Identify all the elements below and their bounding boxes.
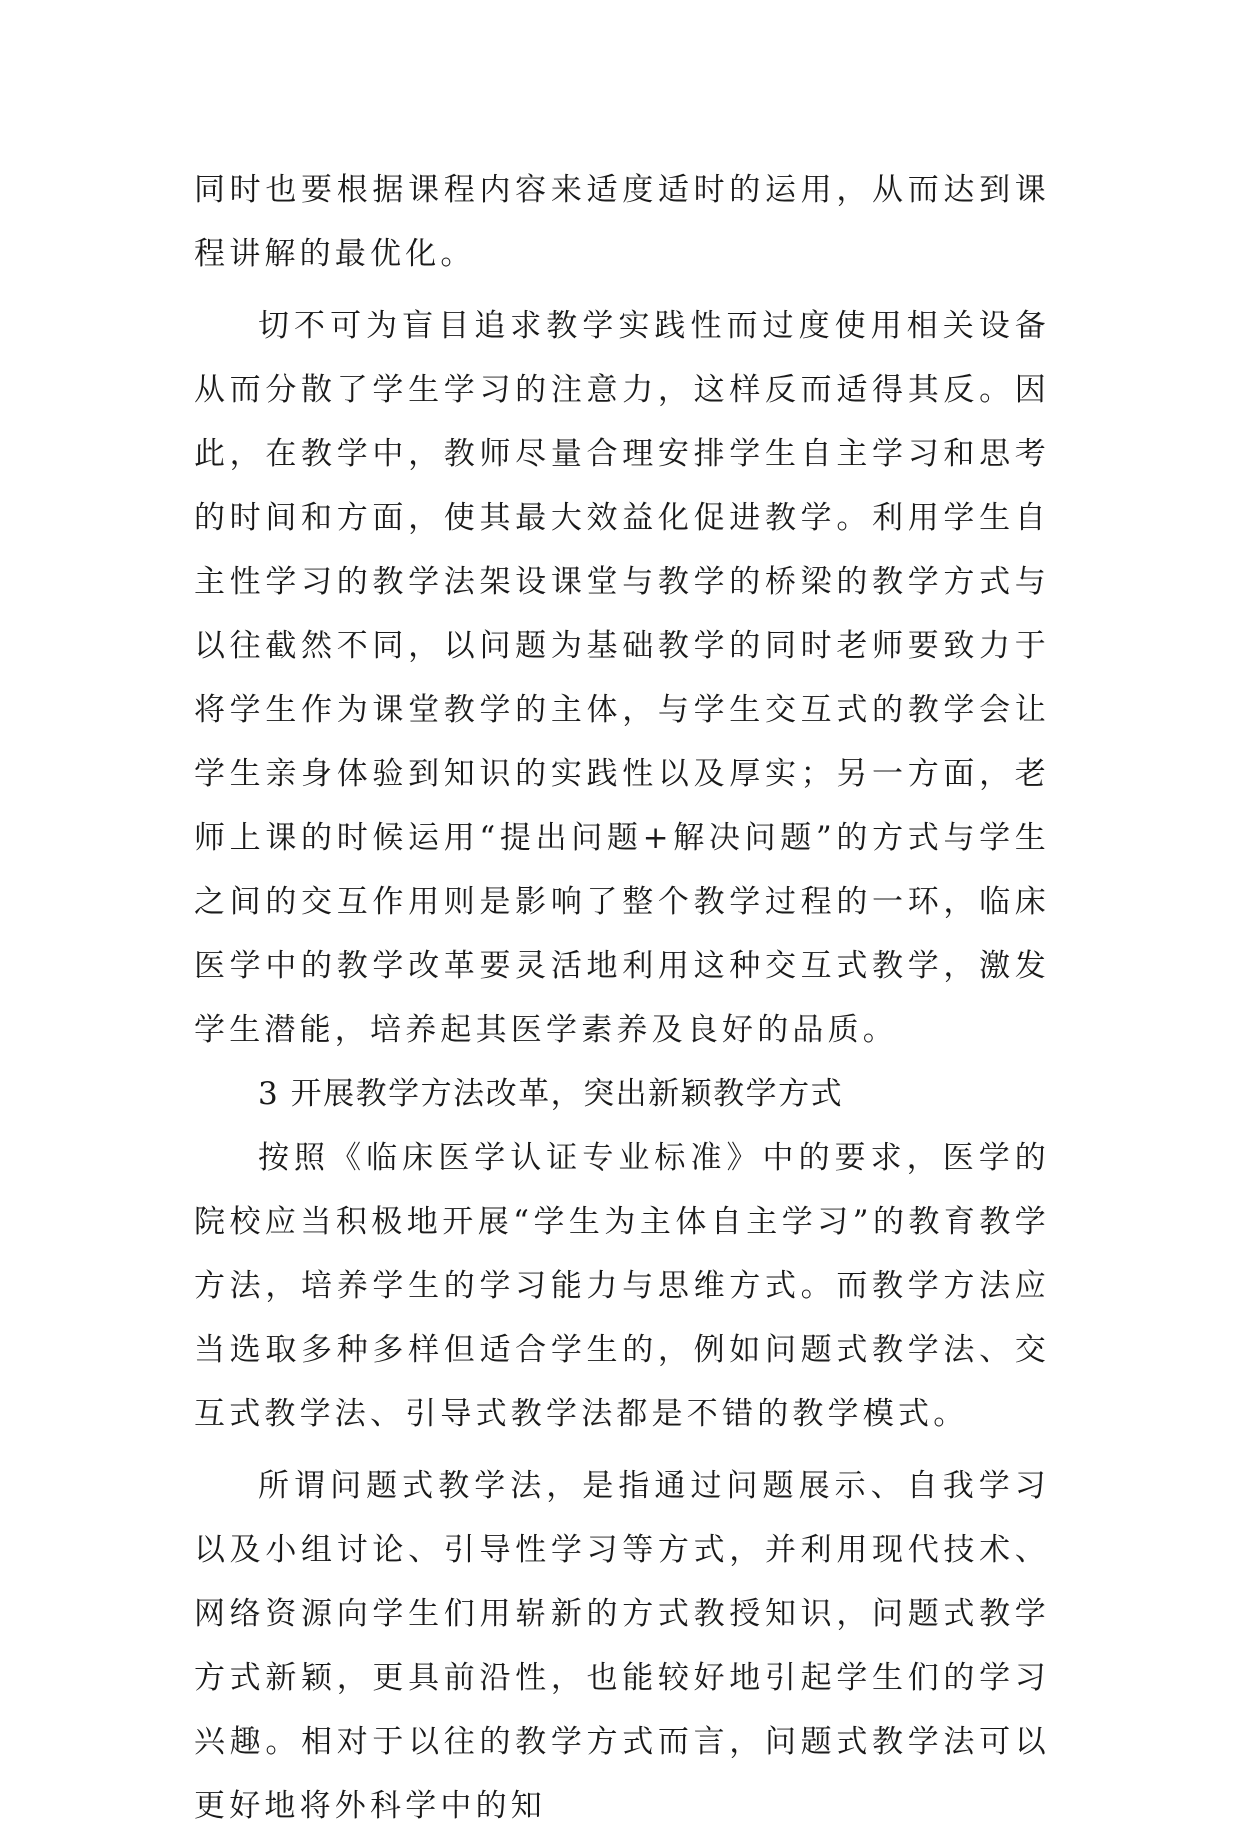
section-heading-teaching-reform: 3 开展教学方法改革，突出新颖教学方式 xyxy=(258,1076,844,1112)
paragraph-continuation: 同时也要根据课程内容来适度适时的运用，从而达到课程讲解的最优化。 xyxy=(194,172,1050,272)
document-body xyxy=(194,158,1050,1838)
paragraph-interactive-teaching: 切不可为盲目追求教学实践性而过度使用相关设备从而分散了学生学习的注意力，这样反而适得其反。因此，在教学中，教师尽量合理安排学生自主学习和思考的时间和方面，使其最大效益化促进教学。利用学生自主性学习的教学法架设课堂与教学的桥梁的教学方式与以往截然不同，以问题为基础教学的同时老师要致力于将学生作为课堂教学的主体，与学生交互式的教学会让学生亲身体验到知识的实践性以及厚实；另一方面，老师上课的时候运用“提出问题+解决问题”的方式与学生之间的交互作用则是影响了整个教学过程的一环，临床医学中的教学改革要灵活地利用这种交互式教学，激发学生潜能，培养起其医学素养及良好的品质。 xyxy=(194,308,1050,1048)
paragraph-problem-based-teaching: 所谓问题式教学法，是指通过问题展示、自我学习以及小组讨论、引导性学习等方式，并利用现代技术、网络资源向学生们用崭新的方式教授知识，问题式教学方式新颖，更具前沿性，也能较好地引起学生们的学习兴趣。相对于以往的教学方式而言，问题式教学法可以更好地将外科学中的知 xyxy=(194,1468,1050,1824)
paragraph-certification-standard: 按照《临床医学认证专业标准》中的要求，医学的院校应当积极地开展“学生为主体自主学习”的教育教学方法，培养学生的学习能力与思维方式。而教学方法应当选取多种多样但适合学生的，例如问题式教学法、交互式教学法、引导式教学法都是不错的教学模式。 xyxy=(194,1140,1050,1432)
